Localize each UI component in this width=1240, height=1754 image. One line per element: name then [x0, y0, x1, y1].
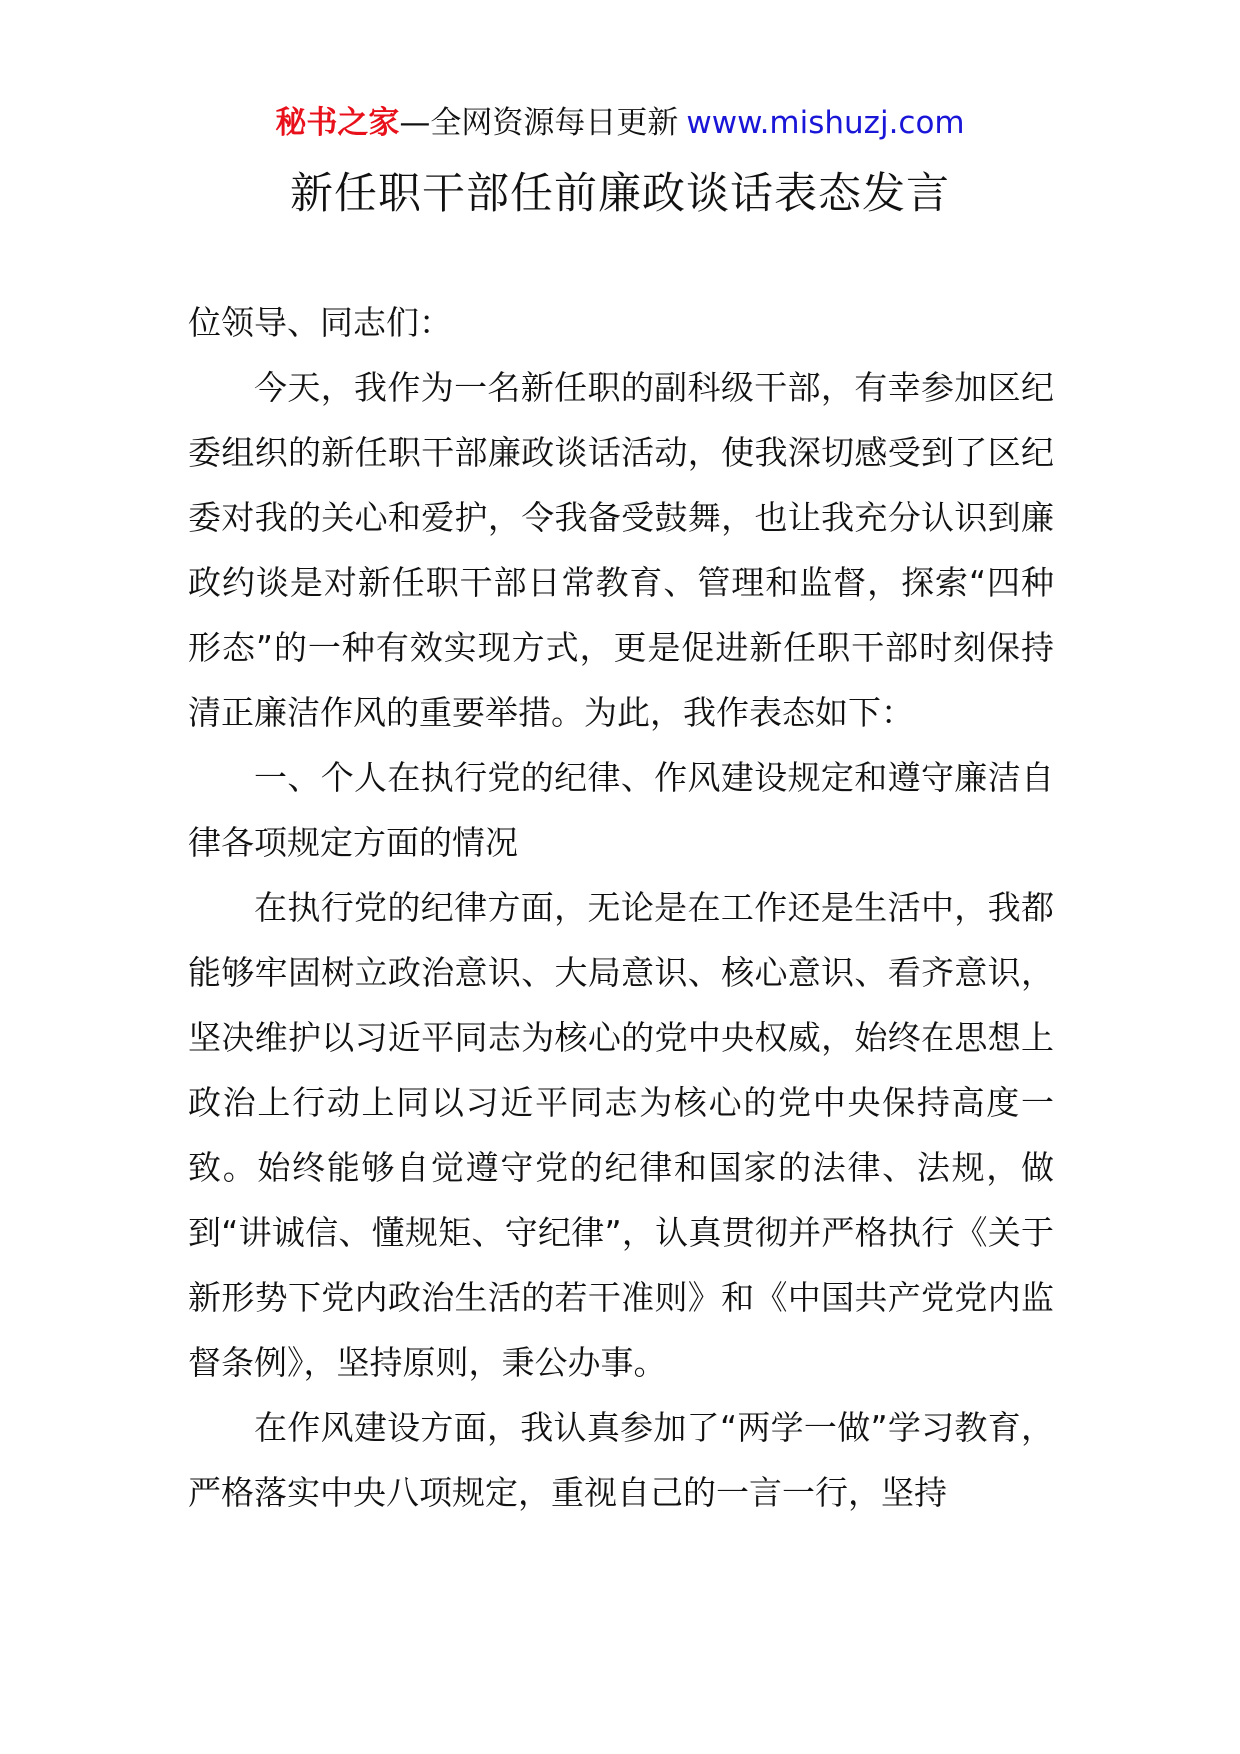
- website-link[interactable]: www.mishuzj.com: [686, 105, 965, 141]
- site-banner: [0, 100, 1240, 146]
- section-heading: 一、个人在执行党的纪律、作风建设规定和遵守廉洁自律各项规定方面的情况: [188, 758, 1054, 862]
- salutation: 位领导、同志们：: [188, 303, 452, 342]
- brand-name: 秘书之家: [275, 105, 400, 141]
- paragraph: 在作风建设方面，我认真参加了“两学一做”学习教育，严格落实中央八项规定，重视自己的一言一行，坚持: [188, 1408, 1054, 1512]
- banner-tagline: —全网资源每日更新: [399, 105, 679, 141]
- paragraph: 在执行党的纪律方面，无论是在工作还是生活中，我都能够牢固树立政治意识、大局意识、核心意识、看齐意识，坚决维护以习近平同志为核心的党中央权威，始终在思想上政治上行动上同以习近平同志为核心的党中央保持高度一致。始终能够自觉遵守党的纪律和国家的法律、法规，做到“讲诚信、懂规矩、守纪律”，认真贯彻并严格执行《关于新形势下党内政治生活的若干准则》和《中国共产党党内监督条例》，坚持原则，秉公办事。: [188, 888, 1054, 1382]
- document-body: [188, 290, 1054, 1525]
- paragraph: 今天，我作为一名新任职的副科级干部，有幸参加区纪委组织的新任职干部廉政谈话活动，使我深切感受到了区纪委对我的关心和爱护，令我备受鼓舞，也让我充分认识到廉政约谈是对新任职干部日常教育、管理和监督，探索“四种形态”的一种有效实现方式，更是促进新任职干部时刻保持清正廉洁作风的重要举措。为此，我作表态如下：: [188, 368, 1054, 732]
- document-title: 新任职干部任前廉政谈话表态发言: [290, 169, 950, 219]
